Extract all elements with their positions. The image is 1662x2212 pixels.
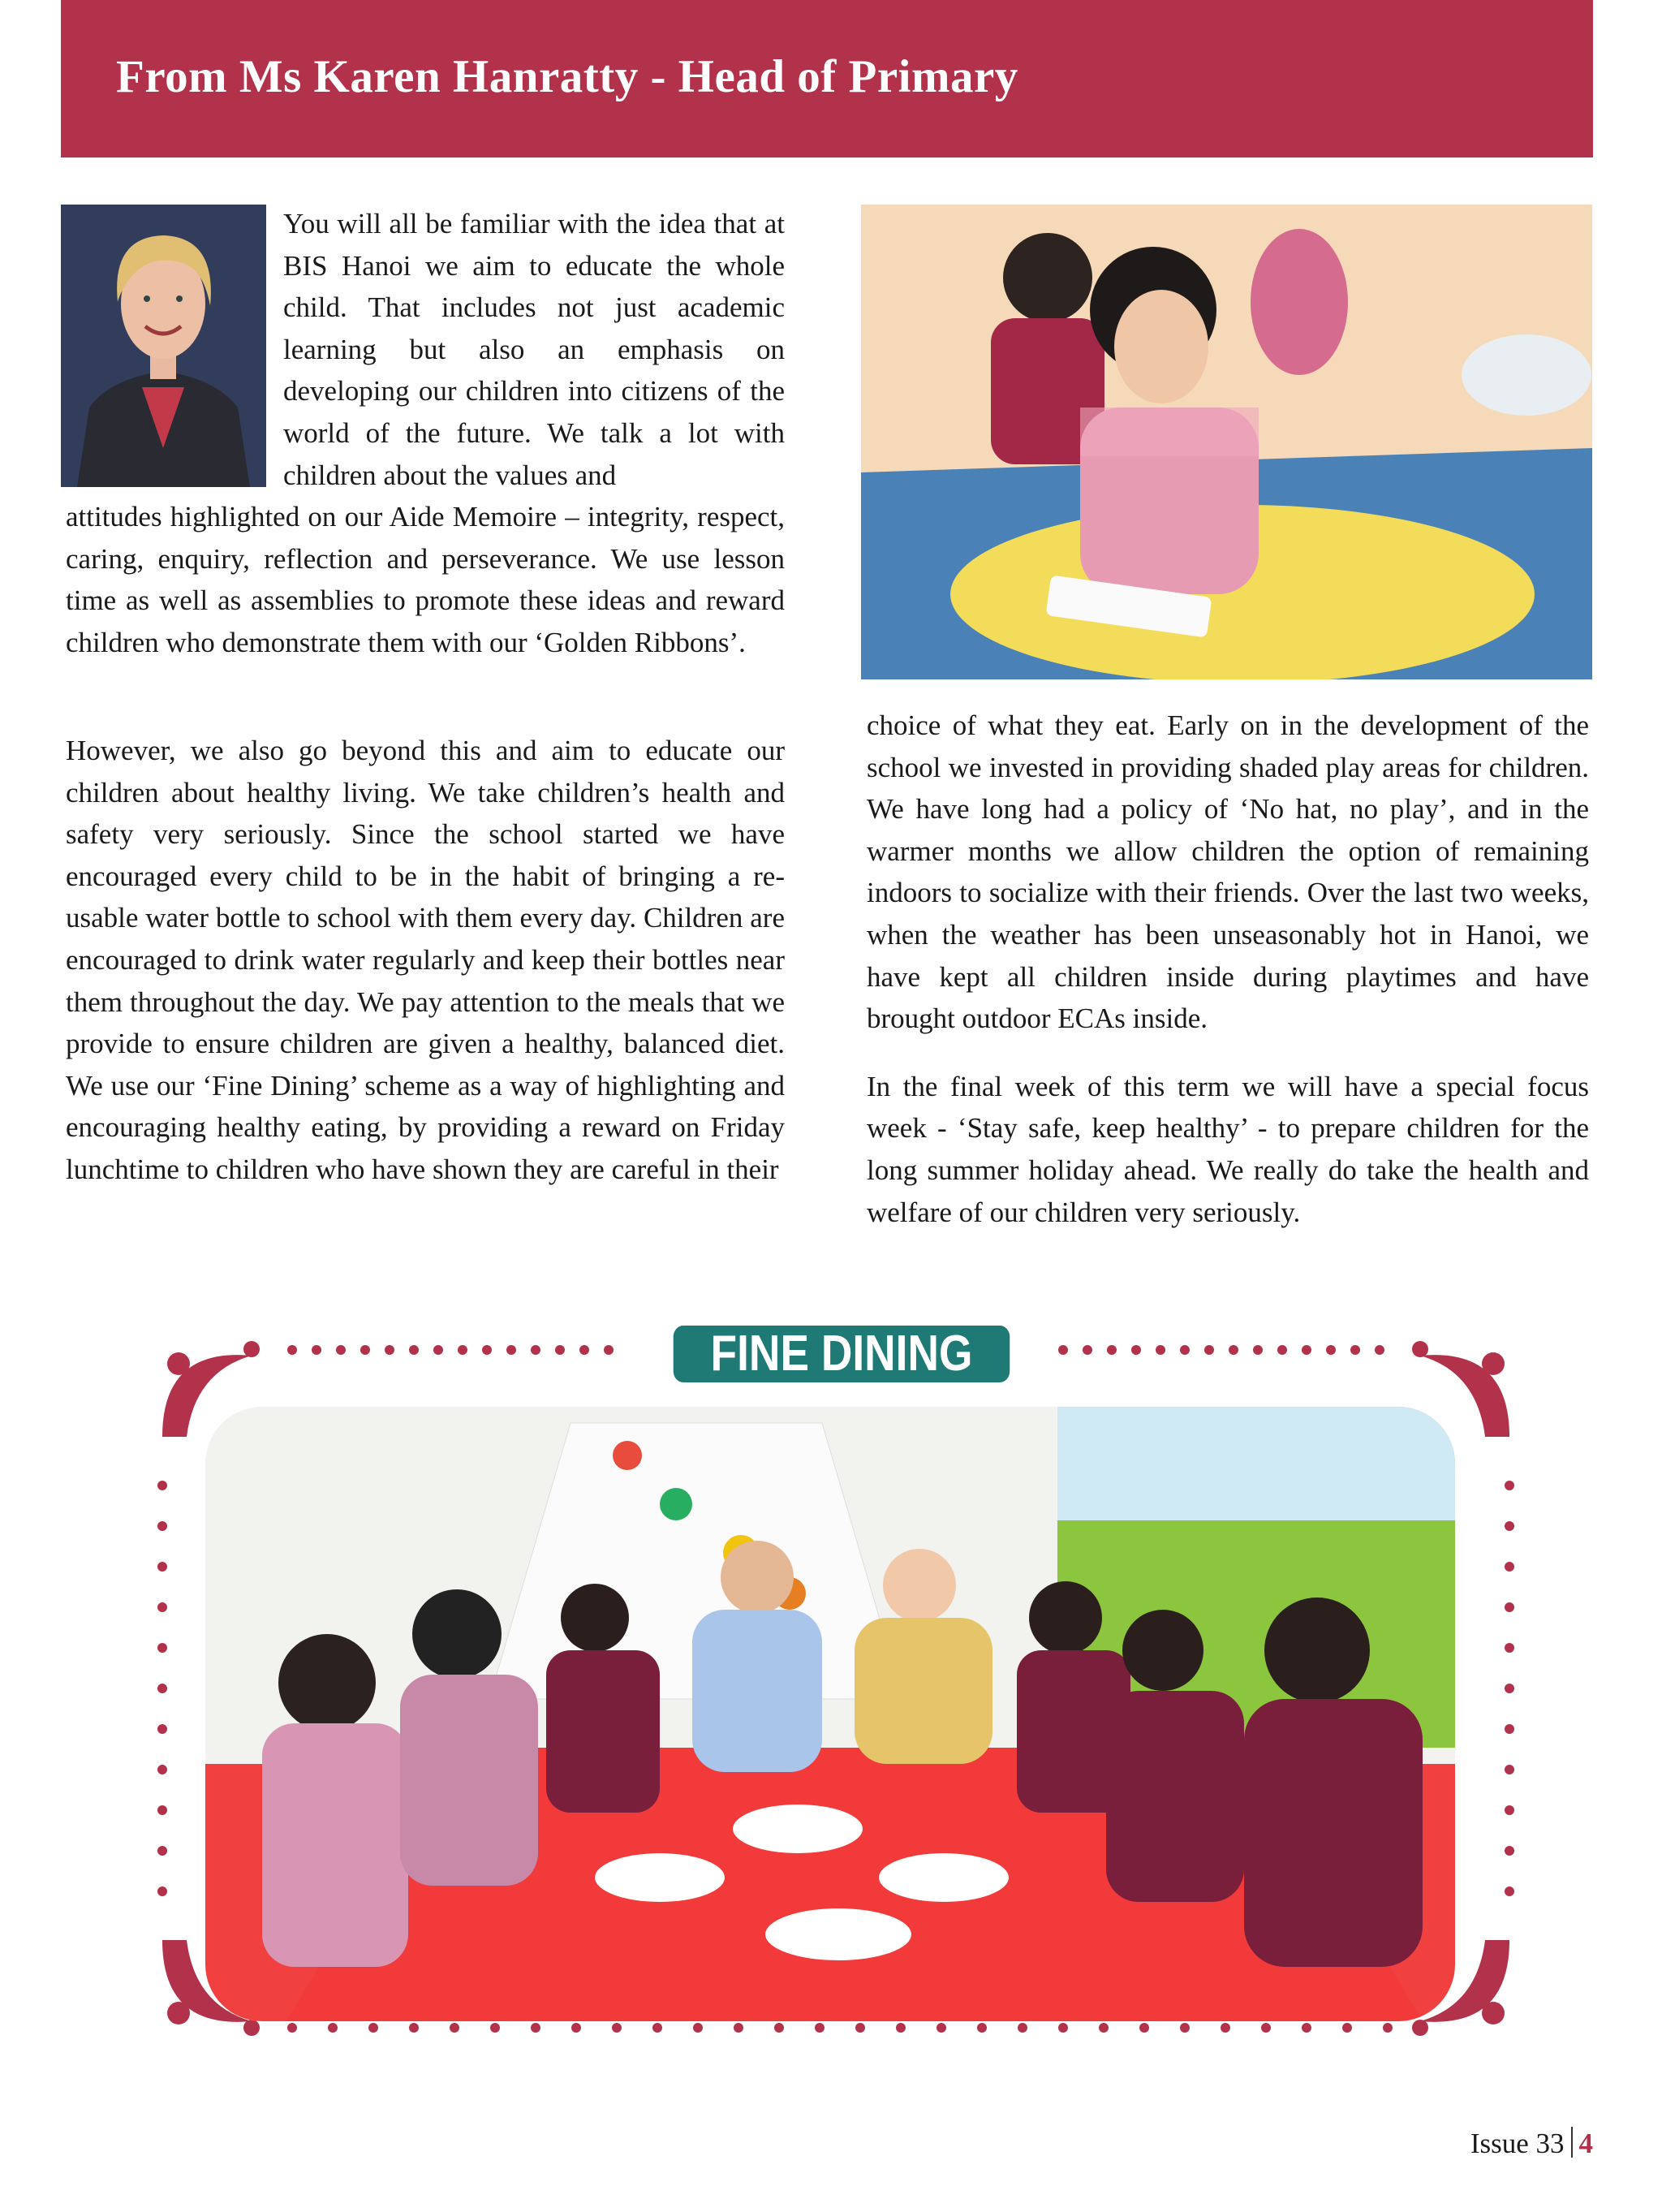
footer-separator (1571, 2127, 1573, 2158)
intro-paragraph-continued: attitudes highlighted on our Aide Memoire – integrity, respect, caring, enquiry, reflection and perseverance. We use lesson time as well as assemblies to promote these ideas and reward children who demonstrate them with our ‘Golden Ribbons’. (66, 501, 785, 658)
page-number: 4 (1578, 2128, 1593, 2159)
healthy-living-paragraph: However, we also go beyond this and aim to educate our children about healthy living. We take children’s health and safety very seriously. Since the school started we have encouraged every child to be in the habit of bringing a re-usable water bottle to school with them every day. Children are encouraged to drink water regularly and keep their bottles near them throughout the day. We pay attention to the meals that we provide to ensure children are given a healthy, balanced diet. We use our ‘Fine Dining’ scheme as a way of highlighting and encouraging healthy eating, by providing a reward on Friday lunchtime to children who have shown they are careful in their (66, 735, 785, 1185)
focus-week-paragraph: In the final week of this term we will have a special focus week - ‘Stay safe, keep healthy’ - to prepare children for the long summer holiday ahead. We really do take the health and welfare of our children very seriously. (867, 1070, 1589, 1228)
page-title: From Ms Karen Hanratty - Head of Primary (116, 51, 1018, 102)
intro-paragraph-part: You will all be familiar with the idea that at BIS Hanoi we aim to educate the whole child. That includes not just academic learning but also an emphasis on developing our children into citizens of the world of the future. We talk a lot with children about the values and (283, 208, 785, 491)
intro-text-full (66, 496, 785, 663)
fine-dining-label: FINE DINING (674, 1326, 1010, 1382)
shaded-play-paragraph: choice of what they eat. Early on in the development of the school we invested in providing shaded play areas for children. We have long had a policy of ‘No hat, no play’, and in the warmer months we allow children the option of remaining indoors to socialize with their friends. Over the last two weeks, when the weather has been unseasonably hot in Hanoi, we have kept all children inside during playtimes and have brought outdoor ECAs inside. (867, 709, 1589, 1035)
portrait-photo (61, 205, 266, 487)
healthy-living-text (66, 730, 785, 1191)
header-banner (61, 0, 1593, 157)
right-column-text (867, 705, 1589, 1233)
reading-children-photo (861, 205, 1592, 679)
issue-number: Issue 33 (1470, 2128, 1565, 2159)
intro-text-wrapped (283, 203, 785, 496)
page-footer (1470, 2127, 1593, 2160)
fine-dining-photo (205, 1407, 1455, 2021)
